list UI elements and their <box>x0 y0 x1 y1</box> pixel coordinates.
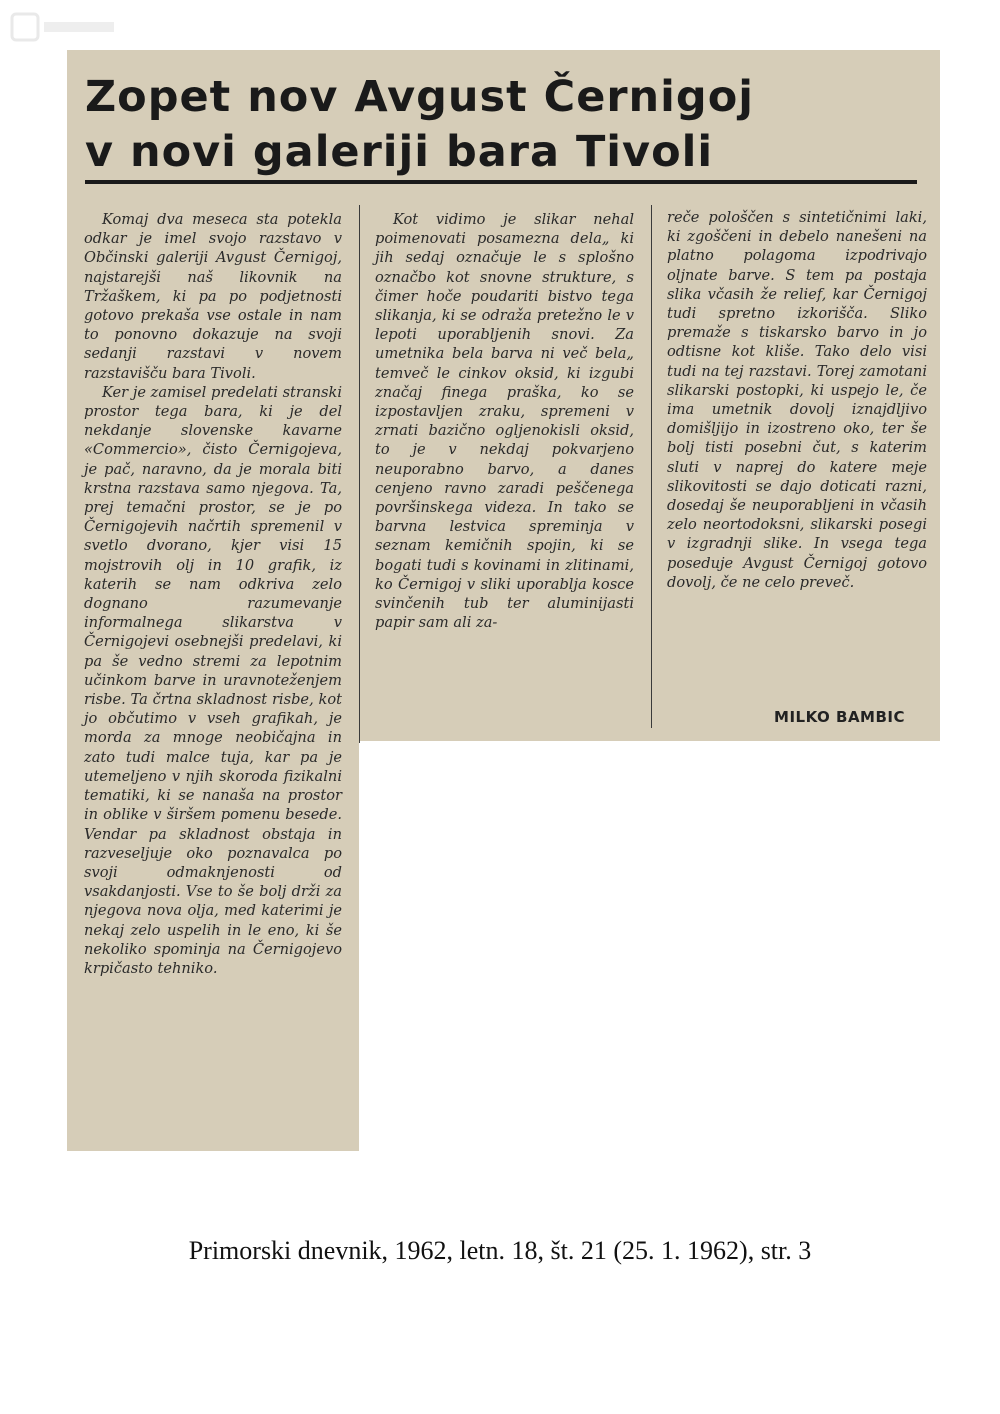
article-headline <box>85 70 925 180</box>
column-1-paragraph-2: Ker je zamisel predelati stranski prostor tega bara, ki je del nekdanje slovenske kavarne «Commercio», čisto Černigojeva, je pač, naravno, da je morala biti krstna razstava samo njegova. Ta, prej temačni prostor, se je po Černigojevih načrtih spremenil v svetlo dvorano, kjer visi 15 mojstrovih olj in 10 grafik, iz katerih se nam odkriva zelo dognano razumevanje informalnega slikarstva v Černigojevi osebnejši predelavi, ki pa še vedno stremi za lepotnim učinkom barve in uravnoteženjem risbe. Ta črtna skladnost risbe, kot jo občutimo v vseh grafikah, je morda za mnoge neobičajna in zato tudi malce tuja, kar pa je utemeljeno v njih skoroda fizikalni tematiki, ki se nanaša na prostor in oblike v širšem pomenu besede. Vendar pa skladnost obstaja in razveseljuje oko poznavalca po svoji odmaknjenosti od vsakdanjosti. Vse to še bolj drži za njegova nova olja, med katerimi je nekaj zelo uspelih in le eno, ki še nekoliko spominja na Černigojevo krpičasto tehniko. <box>84 383 342 977</box>
headline-rule <box>85 180 917 184</box>
column-3-paragraph-1: reče pološčen s sintetičnimi laki, ki zgoščeni in debelo nanešeni na platno polagoma izpodrivajo oljnate barve. S tem pa postaja slika včasih že relief, kar Černigoj tudi spretno izkorišča. Sliko premaže s tiskarsko barvo in jo odtisne kot kliše. Tako delo visi tudi na tej razstavi. Torej zamotani slikarski postopki, ki uspejo le, če ima umetnik dovolj iznajdljivo domišljijo in izostreno oko, ter še bolj tisti posebni čut, s katerim sluti v naprej do katere meje slikovitosti se dajo doticati razni, dosedaj še neuporabljeni in včasih zelo neortodoksni, slikarski posegi v izgradnji slike. In vsega tega poseduje Avgust Černigoj gotovo dovolj, če ne celo preveč. <box>667 209 927 591</box>
headline-line-1: Zopet nov Avgust Černigoj <box>85 72 754 122</box>
article-column-1 <box>84 210 342 978</box>
column-divider <box>651 205 652 728</box>
column-2-paragraph-1: Kot vidimo je slikar nehal poimenovati posamezna dela„ ki jih sedaj označuje le s splošno označbo kot snovne strukture, s čimer hoče poudariti bistvo tega slikanja, ki se odraža pretežno le v lepoti uporabljenih snovi. Za umetnika bela barva ni več bela„ temveč le cinkov oksid, ki izgubi značaj finega praška, ko se izpostavljen zraku, spremeni v zrnati bazično ogljenokisli oksid, to je v nekdaj pokvarjeno neuporabno barvo, a danes cenjeno ravno zaradi peščenega površinskega videza. In tako se barvna lestvica spreminja v seznam kemičnih spojin, ki se bogati tudi s kovinami in zlitinami, ko Černigoj v sliki uporablja kosce svinčenih tub ter aluminijasti papir sam ali za- <box>375 211 634 632</box>
source-caption: Primorski dnevnik, 1962, letn. 18, št. 21 (25. 1. 1962), str. 3 <box>188 1236 812 1265</box>
column-1-paragraph-1: Komaj dva meseca sta potekla odkar je imel svojo razstavo v Občinski galeriji Avgust Černigoj, najstarejši naš likovnik na Tržaškem, ki pa po podjetnosti gotovo prekaša vse ostale in nam to ponovno dokazuje na svoji sedanji razstavi v novem razstavišču bara Tivoli. <box>84 211 342 382</box>
headline-line-2: v novi galeriji bara Tivoli <box>85 127 714 177</box>
article-column-2 <box>375 210 634 632</box>
column-divider <box>359 205 360 743</box>
article-author: MILKO BAMBIC <box>774 708 905 726</box>
watermark-logo <box>8 8 118 48</box>
article-column-3 <box>667 208 927 592</box>
